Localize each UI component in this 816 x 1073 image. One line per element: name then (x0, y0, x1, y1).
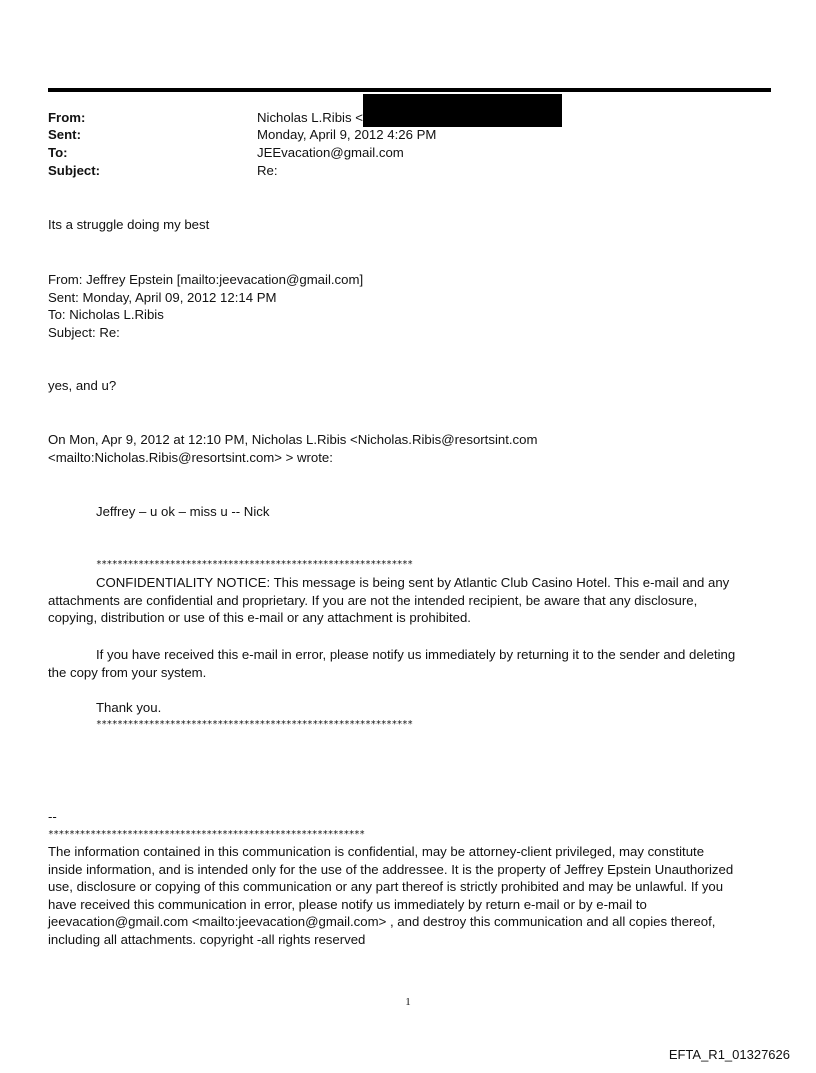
header-rule (48, 88, 771, 92)
confidentiality-lead: CONFIDENTIALITY NOTICE: This message is being sent by Atlantic Club Casino Hotel. This e-mail and any (96, 575, 730, 590)
quoted-body-2: Jeffrey – u ok – miss u -- Nick (96, 504, 270, 519)
quoted-subject: Subject: Re: (48, 324, 120, 340)
footer-line-4: have received this communication in error, please notify us immediately by return e-mail or by e-mail to (48, 896, 647, 912)
subject-label: Subject: (48, 163, 101, 178)
footer-line-3: use, disclosure or copying of this communication or any part thereof is strictly prohibited and may be unlawful. If you (48, 879, 724, 894)
quoted-intro-2 (48, 431, 768, 466)
reply-body: Its a struggle doing my best (48, 217, 210, 232)
sent-value: Monday, April 9, 2012 4:26 PM (257, 127, 437, 142)
footer-line-5: jeevacation@gmail.com <mailto:jeevacation@gmail.com> , and destroy this communication and all copies thereof, (48, 914, 716, 929)
quoted-to: To: Nicholas L.Ribis (48, 307, 164, 322)
to-label: To: (48, 145, 68, 160)
footer-line-1: The information contained in this communication is confidential, may be attorney-client privileged, may constitute (48, 844, 705, 859)
thank-you: Thank you. (96, 700, 162, 715)
subject-value: Re: (257, 163, 278, 178)
confidentiality-notice (48, 574, 764, 627)
error-notice (48, 646, 764, 681)
footer-line-2: inside information, and is intended only for the use of the addressee. It is the property of Jeffrey Epstein Unauthorized (48, 861, 734, 877)
confidentiality-line-3: copying, distribution or use of this e-mail or any attachment is prohibited. (48, 610, 471, 625)
to-value: JEEvacation@gmail.com (257, 145, 404, 160)
bates-stamp: EFTA_R1_01327626 (668, 1047, 790, 1062)
page-number: 1 (405, 996, 411, 1008)
from-value: Nicholas L.Ribis < (257, 110, 363, 125)
quoted-sent: Sent: Monday, April 09, 2012 12:14 PM (48, 289, 277, 305)
stars-divider-top: ************************************************************ (96, 559, 413, 570)
error-line-1: If you have received this e-mail in error, please notify us immediately by returning it to the sender and deleting (96, 647, 736, 662)
footer-line-6: including all attachments. copyright -all rights reserved (48, 931, 366, 947)
quoted-header-1 (48, 271, 768, 341)
signature-dashes: -- (48, 809, 57, 824)
confidentiality-line-2: attachments are confidential and proprietary. If you are not the intended recipient, be aware that any disclosure, (48, 592, 698, 608)
quoted-body-1: yes, and u? (48, 378, 117, 393)
error-line-2: the copy from your system. (48, 664, 207, 680)
quoted-from: From: Jeffrey Epstein [mailto:jeevacation@gmail.com] (48, 272, 364, 287)
footer-disclaimer (48, 843, 778, 948)
quoted-intro-line-2: <mailto:Nicholas.Ribis@resortsint.com> > wrote: (48, 449, 333, 465)
from-label: From: (48, 110, 86, 125)
stars-divider-bottom: ************************************************************ (96, 719, 413, 730)
redaction-box (363, 94, 562, 127)
quoted-intro-line-1: On Mon, Apr 9, 2012 at 12:10 PM, Nicholas L.Ribis <Nicholas.Ribis@resortsint.com (48, 432, 538, 447)
sent-label: Sent: (48, 127, 81, 142)
footer-stars: ************************************************************ (48, 829, 365, 840)
